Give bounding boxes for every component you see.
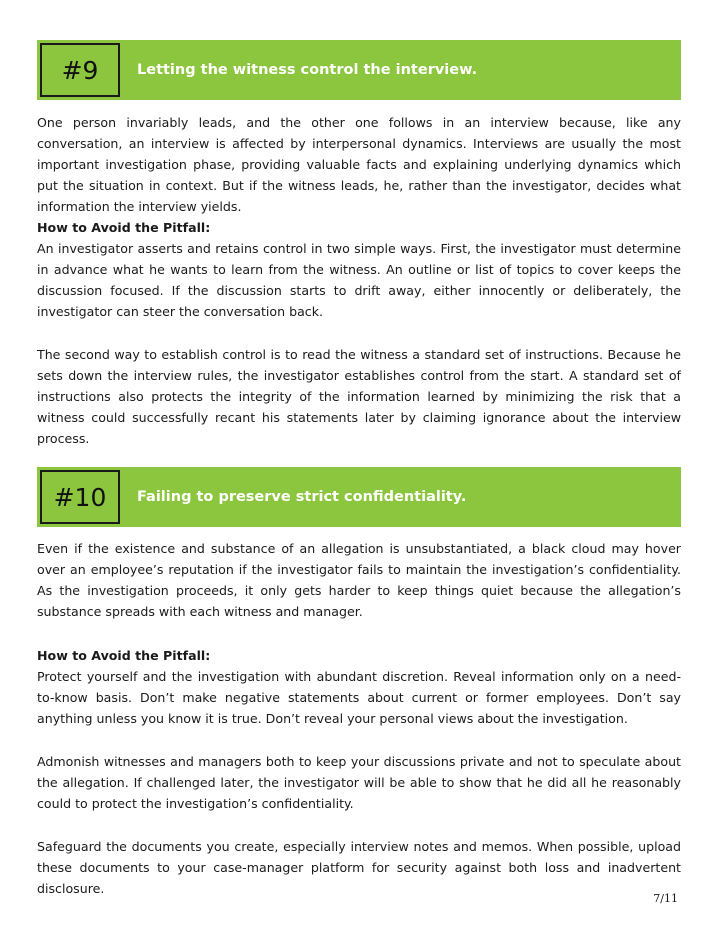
- section-9-intro: One person invariably leads, and the other one follows in an interview because, like any conversation, an interview is affected by interpersonal dynamics. Interviews are usually the most important investigation phase, providing valuable facts and explaining underlying dynamics which put the situation in context. But if the witness leads, he, rather than the investigator, decides what information the interview yields.: [37, 115, 681, 214]
- section-10-header: [37, 467, 681, 527]
- section-10-title: Failing to preserve strict confidentiality.: [137, 489, 467, 505]
- page-number: 7/11: [653, 892, 678, 905]
- section-10-paragraph-1: Protect yourself and the investigation with abundant discretion. Reveal information only on a need-to-know basis. Don’t make negative statements about current or former employees. Don’t say anything unless you know it is true. Don’t reveal your personal views about the investigation.: [37, 669, 681, 726]
- section-9-header: [37, 40, 681, 100]
- section-9-title: Letting the witness control the interview.: [137, 62, 478, 78]
- section-10-intro: Even if the existence and substance of an allegation is unsubstantiated, a black cloud may hover over an employee’s reputation if the investigator fails to maintain the investigation’s confidentiality. As the investigation proceeds, it only gets harder to keep things quiet because the allegation’s substance spreads with each witness and manager.: [37, 541, 681, 619]
- section-10-pitfall-heading: How to Avoid the Pitfall:: [37, 648, 211, 663]
- section-9-pitfall-heading: How to Avoid the Pitfall:: [37, 220, 211, 235]
- section-10-paragraph-2: Admonish witnesses and managers both to keep your discussions private and not to speculate about the allegation. If challenged later, the investigator will be able to show that he did all he reasonably could to protect the investigation’s confidentiality.: [37, 754, 681, 811]
- section-9-paragraph-2: The second way to establish control is to read the witness a standard set of instructions. Because he sets down the interview rules, the investigator establishes control from the start. A standard set of instructions also protects the integrity of the information learned by minimizing the risk that a witness could successfully recant his statements later by claiming ignorance about the interview process.: [37, 347, 681, 446]
- section-10-paragraph-3: Safeguard the documents you create, especially interview notes and memos. When possible, upload these documents to your case-manager platform for security against both loss and inadvertent disclosure.: [37, 839, 681, 896]
- section-9-paragraph-1: An investigator asserts and retains control in two simple ways. First, the investigator must determine in advance what he wants to learn from the witness. An outline or list of topics to cover keeps the discussion focused. If the discussion starts to drift away, either innocently or deliberately, the investigator can steer the conversation back.: [37, 241, 681, 319]
- section-10-number: #10: [40, 470, 120, 524]
- section-9-number: #9: [40, 43, 120, 97]
